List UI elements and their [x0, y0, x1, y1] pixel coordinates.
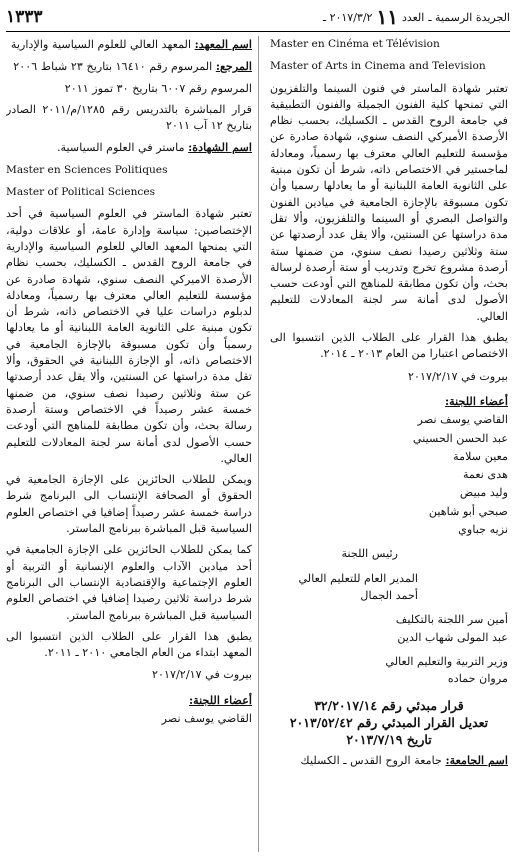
committee-member: هدى نعمة — [462, 468, 508, 482]
institute-value: المعهد العالي للعلوم السياسية والإدارية — [10, 38, 192, 51]
decree-number: قرار مبدئي رقم ٣٢/٢٠١٧/١٤ — [314, 698, 464, 714]
committee-member: عبد الحسن الحسيني — [412, 431, 508, 445]
committee-member: نزيه جباوي — [458, 523, 508, 537]
degree-label: اسم الشهادة: — [188, 140, 252, 155]
gazette-masthead — [323, 5, 510, 29]
signature-minister — [270, 654, 508, 688]
university-label: اسم الجامعة: — [445, 753, 508, 768]
degree-value: ماستر في العلوم السياسية. — [57, 141, 185, 155]
committee-member: صبحي أبو شاهين — [428, 504, 508, 518]
institute-label: اسم المعهد: — [194, 37, 252, 51]
decree-heading — [270, 697, 508, 748]
decree-date: تاريخ ٢٠١٣/٧/١٩ — [346, 732, 432, 748]
polsci-law-admission: ويمكن للطلاب الحائزين على الإجازة الجامعية في الحقوق أو الصحافة الإنتساب الى البرنامج شرط دراسة خمسة عشر رصيداً إضافيا في اختصاص العلوم السياسية قبل المباشرة ببرنامج الماستر. — [6, 473, 252, 536]
director-role: المدير العام للتعليم العالي — [298, 571, 418, 585]
university-line — [270, 752, 508, 769]
polsci-title-fr: Master en Sciences Politiques — [6, 163, 168, 176]
reference-1: المرسوم رقم ١٦٤١٠ بتاريخ ٢٣ شباط ٢٠٠٦ — [13, 60, 213, 74]
committee-member: معين سلامة — [453, 449, 508, 463]
committee-title: أعضاء اللجنة: — [445, 393, 508, 408]
cinema-paragraph: تعتبر شهادة الماستر في فنون السينما والتلفزيون التي تمنحها كلية الفنون الجميلة والفنون التطبيقية في جامعة الروح القدس ـ الكسليك، بحسب نظام الأرصدة الأميركي النصف سنوي، شهادة صادرة عن مؤسسة للتعليم العالي معترف بها رسمياً، ومعادلة لماجستير في الاختصاص ذاته، شرط أن تكون مبنية على الثانوية العامة اللبنانية أو ما يعادلها رسميا وأن تكون مسبوقة بالإجازة الجامعية في ميادين الفنون والتواصل البصري أو السينما والتلفزيون، وألا تقل مدة دراستها عن السنتين، وألا يقل عدد أرصدتها عن ستة وثلاثين رصيدا نصف سنوي، من ضمنها ستة أرصدة مشروع تخرج وتدريب أو ستة أرصدة لرسالة بحث، وأن تكون مطابقة للمناهج التي أودعت حسب الأصول لدى أمانة سر لجنة المعادلات للتعليم العالي. — [270, 81, 508, 323]
polsci-applicability: يطبق هذا القرار على الطلاب الذين انتسبوا الى المعهد ابتداء من العام الجامعي ٢٠١٠ ـ ٢٠١١. — [6, 629, 252, 660]
committee-member: وليد مبيض — [459, 486, 508, 500]
issue-number: ١١ — [376, 5, 398, 29]
polsci-title-en: Master of Political Sciences — [6, 186, 156, 199]
issue-label: العدد — [401, 10, 425, 24]
cinema-applicability: يطبق هذا القرار على الطلاب الذين انتسبوا الى الاختصاص اعتبارا من العام ٢٠١٣ ـ ٢٠١٤. — [270, 331, 508, 361]
issue-date: ٢٠١٧/٣/٢ ـ — [322, 10, 373, 24]
minister-role: وزير التربية والتعليم العالي — [385, 654, 508, 668]
chair-role: رئيس اللجنة — [341, 547, 398, 561]
polsci-arts-admission: كما يمكن للطلاب الحائزين على الإجازة الجامعية في أحد ميادين الآداب والعلوم الإنسانية أو التربية أو العلوم الإجتماعية والإقتصادية الإنتساب الى البرنامج شرط دراسة ثلاثين رصيدا إضافيا في اختصاص العلوم السياسية قبل المباشرة ببرنامج الماستر. — [6, 543, 252, 622]
director-name: أحمد الجمال — [360, 588, 418, 602]
signature-director — [270, 571, 508, 605]
university-value: جامعة الروح القدس ـ الكسليك — [300, 754, 442, 768]
committee-member: القاضي يوسف نصر — [417, 413, 508, 427]
signature-chair — [270, 546, 508, 562]
reference-2: المرسوم رقم ٦٠٠٧ بتاريخ ٣٠ تموز ٢٠١١ — [64, 81, 252, 95]
secretary-role: أمين سر اللجنة بالتكليف — [395, 613, 508, 627]
left-column — [6, 36, 252, 854]
reference-3: قرار المباشرة بالتدريس رقم ١٢٨٥/م/٢٠١١ الصادر بتاريخ ١٢ آب ٢٠١١ — [6, 102, 252, 133]
degree-line — [6, 139, 252, 156]
committee-title: أعضاء اللجنة: — [189, 692, 252, 707]
right-column — [270, 36, 508, 854]
committee-member: القاضي يوسف نصر — [161, 711, 252, 725]
cinema-title-en: Master of Arts in Cinema and Television — [270, 60, 486, 73]
signature-secretary — [270, 612, 508, 646]
cinema-date: بيروت في ٢٠١٧/٢/١٧ — [408, 369, 508, 383]
page-header — [6, 4, 510, 30]
cinema-title-fr: Master en Cinéma et Télévision — [270, 38, 440, 50]
polsci-date: بيروت في ٢٠١٧/٢/١٧ — [152, 668, 252, 682]
page-number: ١٣٣٣ — [6, 7, 43, 27]
decree-amendment: تعديل القرار المبدئي رقم ٢٠١٣/٥٢/٤٢ — [289, 715, 489, 731]
secretary-name: عبد المولى شهاب الدين — [397, 630, 508, 644]
institute-line — [6, 36, 252, 53]
minister-name: مروان حماده — [447, 672, 508, 686]
column-separator — [258, 36, 259, 852]
reference-label: المرجع: — [215, 59, 252, 74]
polsci-paragraph: تعتبر شهادة الماستر في العلوم السياسية في أحد الإختصاصين: سياسة وإدارة عامة، أو علاقات دولية، التي يمنحها المعهد العالي للعلوم السياسية والإدارية في جامعة الروح القدس ـ الكسليك، بحسب نظام الأرصدة الاميركي النصف سنوي، شهادة صادرة عن مؤسسة للتعليم العالي معترف بها رسمياً، ومعادلة لدبلوم دراسات عليا في الاختصاص ذاته، شرط أن تكون مبنية على الثانوية العامة اللبنانية أو ما يعادلها رسمياً وأن تكون مسبوقة بالإجازة الجامعية في الاختصاص ذاته، أو الإجازة اللبنانية في الحقوق، وألا تقل مدة دراستها عن السنتين، وألا يقل عدد أرصدتها عن ستة وثلاثين رصيدا نصف سنوي، من ضمنها خمسة عشر رصيداً في الاختصاص وستة أرصدة رسالة بحث، وأن تكون مطابقة للمناهج التي أودعت حسب الأصول لدى أمانة سر لجنة المعادلات للتعليم العالي. — [6, 207, 252, 465]
reference-line — [6, 58, 252, 75]
header-rule — [6, 31, 510, 32]
gazette-title: الجريدة الرسمية ـ — [428, 10, 510, 24]
